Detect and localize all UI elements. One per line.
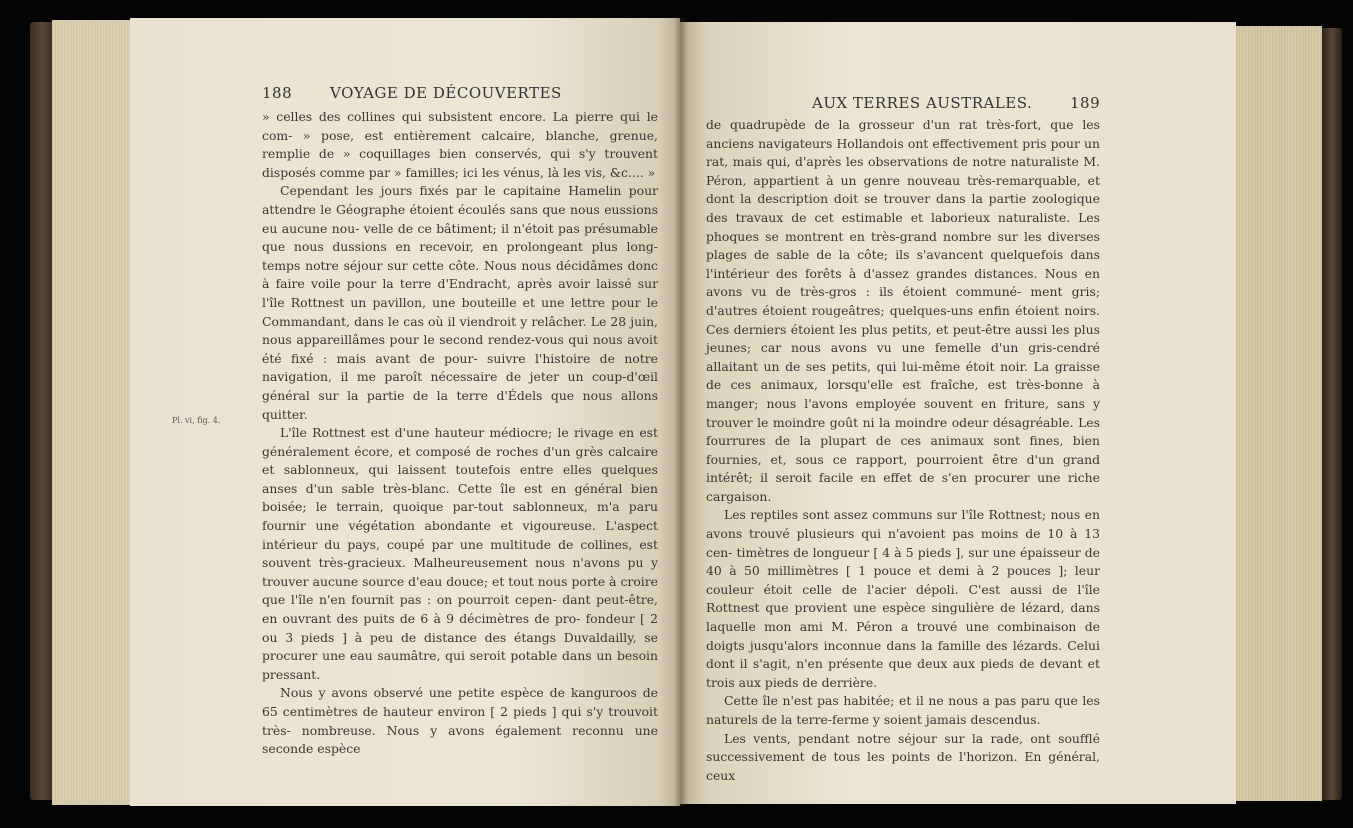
- left-page-text: [262, 108, 658, 759]
- left-running-title: VOYAGE DE DÉCOUVERTES: [330, 84, 562, 102]
- paragraph: Nous y avons observé une petite espèce de kanguroos de 65 centimètres de hauteur environ [ 2 pieds ] qui s'y trouvoit très- nombreuse. Nous y avons également reconnu une seconde espèce: [262, 685, 658, 757]
- right-page: [680, 22, 1236, 804]
- page-edges-right: [1230, 26, 1322, 801]
- paragraph: Cette île n'est pas habitée; et il ne nous a pas paru que les naturels de la terre-ferme y soient jamais descendus.: [706, 693, 1100, 727]
- paragraph: Les reptiles sont assez communs sur l'île Rottnest; nous en avons trouvé plusieurs qui n'avoient pas moins de 10 à 13 cen- timètres de longueur [ 4 à 5 pieds ], sur une épaisseur de 40 à 50 millimètres [ 1 pouce et demi à 2 pouces ]; leur couleur étoit celle de l'acier dépoli. C'est aussi de l'île Rottnest que provient une espèce singulière de lézard, dans laquelle mon ami M. Péron a trouvé une combinaison de doigts jusqu'alors inconnue dans la famille des lézards. Celui dont il s'agit, n'en présente que deux aux pieds de devant et trois aux pieds de derrière.: [706, 507, 1100, 690]
- book-gutter: [674, 18, 688, 806]
- left-page: [130, 18, 680, 806]
- right-running-title: AUX TERRES AUSTRALES.: [812, 94, 1033, 112]
- open-book: [30, 14, 1342, 818]
- paragraph: Les vents, pendant notre séjour sur la rade, ont soufflé successivement de tous les points de l'horizon. En général, ceux: [706, 730, 1100, 783]
- book-cover-right: [1322, 28, 1342, 800]
- paragraph: L'île Rottnest est d'une hauteur médiocre; le rivage en est généralement écore, et composé de roches d'un grès calcaire et sablonneux, qui laissent toutefois entre elles quelques anses d'un sable très-blanc. Cette île est en général bien boisée; le terrain, quoique par-tout sablonneux, m'a paru fournir une végétation abondante et vigoureuse. L'aspect intérieur du pays, coupé par une multitude de collines, est souvent très-gracieux. Malheureusement nous n'avons pu y trouver aucune source d'eau douce; et tout nous porte à croire que l'île n'en fournit pas : on pourroit cepen- dant peut-être, en ouvrant des puits de 6 à 9 décimètres de pro- fondeur [ 2 ou 3 pieds ] à peu de distance des étangs Duvaldailly, se procurer une eau saumâtre, qui seroit potable dans un besoin pressant.: [262, 425, 658, 682]
- paragraph: » celles des collines qui subsistent encore. La pierre qui le com- » pose, est entièrement calcaire, blanche, grenue, remplie de » coquillages bien conservés, qui s'y trouvent disposés comme par » familles; ici les vénus, là les vis, &c.... »: [262, 109, 658, 180]
- left-page-number: 188: [262, 84, 293, 102]
- paragraph: de quadrupède de la grosseur d'un rat très-fort, que les anciens navigateurs Hollandois ont effectivement pris pour un rat, mais qui, d'après les observations de notre naturaliste M. Péron, appartient à un genre nouveau très-remarquable, et dont la description doit se trouver dans la partie zoologique des travaux de cet estimable et laborieux naturaliste. Les phoques se montrent en très-grand nombre sur les diverses plages de sable de la côte; ils s'avancent quelquefois dans l'intérieur des forêts à d'assez grandes distances. Nous en avons vu de très-gros : ils étoient communé- ment gris; d'autres étoient rougeâtres; quelques-uns enfin étoient noirs. Ces derniers étoient les plus petits, et peut-être aussi les plus jeunes; car nous avons vu une femelle d'un gris-cendré allaitant un de ses petits, qui lui-même étoit noir. La graisse de ces animaux, lorsqu'elle est fraîche, est très-bonne à manger; nous l'avons employée souvent en friture, sans y trouver le moindre goût ni la moindre odeur désagréable. Les fourrures de la plupart de ces animaux sont fines, bien fournies, et, sous ce rapport, pourroient être d'un grand intérêt; il seroit facile en effet de s'en procurer une riche cargaison.: [706, 117, 1100, 504]
- margin-note-plate: Pl. vi, fig. 4.: [172, 416, 221, 425]
- right-page-text: [706, 116, 1100, 785]
- paragraph: Cependant les jours fixés par le capitaine Hamelin pour attendre le Géographe étoient écoulés sans que nous eussions eu aucune nou- velle de ce bâtiment; il n'étoit pas présumable que nous dussions en recevoir, en prolongeant plus long-temps notre séjour sur cette côte. Nous nous décidâmes donc à faire voile pour la terre d'Endracht, après avoir laissé sur l'île Rottnest un pavillon, une bouteille et une lettre pour le Commandant, dans le cas où il viendroit y relâcher. Le 28 juin, nous appareillâmes pour le second rendez-vous qui nous avoit été fixé : mais avant de pour- suivre l'histoire de notre navigation, il me paroît nécessaire de jeter un coup-d'œil général sur la partie de la terre d'Édels que nous allons quitter.: [262, 183, 658, 422]
- right-page-number: 189: [1070, 94, 1101, 112]
